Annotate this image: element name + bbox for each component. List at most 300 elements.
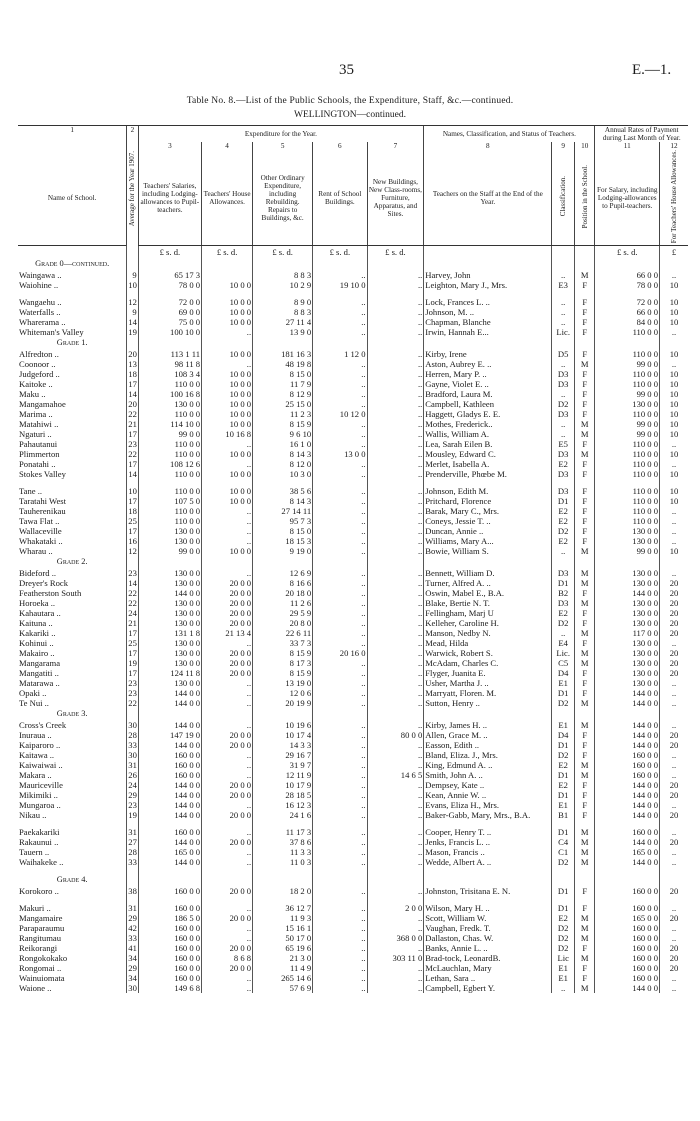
other-expenditure-value: 12 6 9	[253, 568, 313, 578]
house-rate-value: ..	[660, 923, 688, 933]
house-rate-value: 10	[660, 379, 688, 389]
house-rate-value: ..	[660, 359, 688, 369]
classification-value: D2	[552, 857, 575, 867]
classification-value: B1	[552, 810, 575, 820]
classification-value: D2	[552, 933, 575, 943]
classification-value: E1	[552, 720, 575, 730]
house-allowance-value: ..	[202, 327, 253, 337]
classification-header: Classification.	[559, 176, 568, 217]
school-name: Pahautanui	[19, 439, 58, 450]
average-attendance: 31	[128, 760, 137, 771]
table-row	[18, 449, 688, 459]
rent-value: ..	[313, 730, 367, 740]
table-row	[18, 750, 688, 760]
salary-rate-value: 130 0 0	[595, 598, 660, 608]
table-row	[18, 439, 688, 449]
other-expenditure-value: 65 19 6	[253, 943, 313, 953]
classification-value: ..	[552, 419, 575, 429]
house-rate-value: 20	[660, 608, 688, 618]
average-attendance: 42	[128, 923, 137, 934]
average-attendance: 13	[128, 359, 137, 370]
school-name: Dreyer's Rock	[19, 578, 69, 589]
col-num-6: 6	[313, 142, 367, 150]
school-name: Taratahi West	[19, 496, 66, 507]
position-value: F	[575, 668, 595, 678]
new-buildings-value: ..	[367, 317, 424, 327]
new-buildings-value: ..	[367, 270, 424, 280]
school-name: Kaiparoro ..	[19, 740, 61, 751]
school-name: Waione ..	[19, 983, 52, 994]
other-expenditure-value: 10 2 9	[253, 280, 313, 290]
salary-rate-header: For Salary, including Lodging-allowances to Pupil-teachers.	[595, 150, 660, 246]
salaries-value: 144 0 0	[138, 698, 201, 708]
rent-value: ..	[313, 429, 367, 439]
staff-header: Names, Classification, and Status of Teachers.	[424, 126, 595, 143]
teacher-name: Jenks, Francis L. ..	[424, 837, 552, 847]
teacher-name: Warwick, Robert S.	[424, 648, 552, 658]
house-rate-value: 10	[660, 349, 688, 359]
new-buildings-value: ..	[367, 810, 424, 820]
position-value: F	[575, 618, 595, 628]
house-allowance-value: 20 0 0	[202, 608, 253, 618]
salaries-value: 144 0 0	[138, 790, 201, 800]
school-name: Rongokokako	[19, 953, 68, 964]
classification-value: D2	[552, 698, 575, 708]
house-rate-value: 10	[660, 399, 688, 409]
house-allowance-value: ..	[202, 983, 253, 993]
house-rate-value: 20	[660, 780, 688, 790]
school-name: Kaituna ..	[19, 618, 53, 629]
salary-rate-value: 110 0 0	[595, 369, 660, 379]
rent-value: ..	[313, 297, 367, 307]
house-rate-value: ..	[660, 568, 688, 578]
new-buildings-value: ..	[367, 608, 424, 618]
salary-rate-value: 160 0 0	[595, 760, 660, 770]
table-row	[18, 359, 688, 369]
rent-value: ..	[313, 506, 367, 516]
salary-rate-value: 130 0 0	[595, 568, 660, 578]
other-expenditure-value: 10 19 6	[253, 720, 313, 730]
unit-label: £ s. d.	[595, 246, 660, 259]
rent-value: ..	[313, 963, 367, 973]
classification-value: E4	[552, 638, 575, 648]
table-row	[18, 800, 688, 810]
school-name: Horoeka ..	[19, 598, 56, 609]
rent-value: ..	[313, 973, 367, 983]
position-value: M	[575, 270, 595, 280]
house-allowance-value: 10 0 0	[202, 389, 253, 399]
classification-value: D1	[552, 496, 575, 506]
average-attendance: 22	[128, 698, 137, 709]
house-allowance-value: ..	[202, 760, 253, 770]
new-buildings-value: ..	[367, 780, 424, 790]
teacher-name: Kean, Annie W. ..	[424, 790, 552, 800]
house-rate-value: 10	[660, 280, 688, 290]
spacer-row	[18, 290, 688, 297]
rent-value: ..	[313, 810, 367, 820]
new-buildings-value: ..	[367, 827, 424, 837]
position-value: F	[575, 280, 595, 290]
other-expenditure-value: 8 15 0	[253, 369, 313, 379]
classification-value: D3	[552, 379, 575, 389]
teacher-name: Leighton, Mary J., Mrs.	[424, 280, 552, 290]
house-allowance-value: 10 0 0	[202, 449, 253, 459]
school-name: Korokoro ..	[19, 886, 59, 897]
house-allowance-value	[202, 270, 253, 280]
rent-value: ..	[313, 983, 367, 993]
classification-value: ..	[552, 317, 575, 327]
col-num-11: 11	[595, 142, 660, 150]
house-rate-value: ..	[660, 903, 688, 913]
teacher-name: Haggett, Gladys E. E.	[424, 409, 552, 419]
salary-rate-value: 160 0 0	[595, 750, 660, 760]
position-value: F	[575, 730, 595, 740]
new-buildings-value: ..	[367, 658, 424, 668]
new-buildings-value: ..	[367, 449, 424, 459]
teacher-name: Harvey, John	[424, 270, 552, 280]
classification-value: E2	[552, 760, 575, 770]
table-row	[18, 608, 688, 618]
new-buildings-value: ..	[367, 720, 424, 730]
table-row	[18, 913, 688, 923]
other-expenditure-value: 10 17 9	[253, 780, 313, 790]
salaries-value: 131 1 8	[138, 628, 201, 638]
school-name: Kaitoke ..	[19, 379, 53, 390]
salaries-value: 160 0 0	[138, 943, 201, 953]
rent-value: ..	[313, 379, 367, 389]
teacher-name: Wilson, Mary H. ..	[424, 903, 552, 913]
table-row	[18, 837, 688, 847]
col-num-9: 9	[552, 142, 575, 150]
salaries-value: 99 0 0	[138, 429, 201, 439]
rent-value: ..	[313, 270, 367, 280]
average-attendance: 23	[128, 678, 137, 689]
new-buildings-value: ..	[367, 983, 424, 993]
teacher-name: Bland, Eliza. J., Mrs.	[424, 750, 552, 760]
salaries-value: 160 0 0	[138, 933, 201, 943]
salaries-value: 144 0 0	[138, 857, 201, 867]
new-buildings-value: ..	[367, 516, 424, 526]
table-row	[18, 780, 688, 790]
teacher-name: Evans, Eliza H., Mrs.	[424, 800, 552, 810]
salaries-value: 160 0 0	[138, 973, 201, 983]
other-expenditure-value: 50 17 0	[253, 933, 313, 943]
rent-value: ..	[313, 750, 367, 760]
salaries-value: 130 0 0	[138, 536, 201, 546]
rent-value: 10 12 0	[313, 409, 367, 419]
school-name: Cross's Creek	[19, 720, 67, 731]
new-buildings-value: ..	[367, 800, 424, 810]
rent-value: ..	[313, 923, 367, 933]
rent-value: ..	[313, 943, 367, 953]
house-allowance-value: 20 0 0	[202, 837, 253, 847]
position-value: M	[575, 760, 595, 770]
classification-value: D2	[552, 923, 575, 933]
house-allowance-value: 20 0 0	[202, 913, 253, 923]
salary-rate-value: 130 0 0	[595, 578, 660, 588]
school-name: Waiohine ..	[19, 280, 59, 291]
house-rate-value: ..	[660, 459, 688, 469]
position-value: F	[575, 297, 595, 307]
average-attendance: 9	[127, 270, 138, 280]
position-value: F	[575, 379, 595, 389]
average-attendance: 33	[128, 740, 137, 751]
rent-value: ..	[313, 459, 367, 469]
teacher-name: Lethan, Sara ..	[424, 973, 552, 983]
table-row	[18, 598, 688, 608]
average-attendance: 25	[128, 516, 137, 527]
house-allowance-value: ..	[202, 536, 253, 546]
school-name: Mangarama	[19, 658, 61, 669]
salary-rate-value: 160 0 0	[595, 770, 660, 780]
salary-rate-value: 66 0 0	[595, 307, 660, 317]
table-row	[18, 429, 688, 439]
teacher-name: Johnson, M. ..	[424, 307, 552, 317]
units-row	[18, 246, 688, 259]
house-allowance-value: ..	[202, 359, 253, 369]
school-name: Te Nui ..	[19, 698, 49, 709]
house-rate-value: ..	[660, 526, 688, 536]
average-attendance: 20	[128, 349, 137, 360]
house-allowance-value: 20 0 0	[202, 780, 253, 790]
unit-label: £ s. d.	[202, 246, 253, 259]
house-allowance-value: 20 0 0	[202, 598, 253, 608]
average-attendance: 17	[128, 648, 137, 659]
house-allowance-value: ..	[202, 698, 253, 708]
salaries-value: 165 0 0	[138, 847, 201, 857]
school-name: Stokes Valley	[19, 469, 66, 480]
house-rate-value: 10	[660, 429, 688, 439]
salaries-value: 100 16 8	[138, 389, 201, 399]
position-value: F	[575, 459, 595, 469]
school-name: Nikau ..	[19, 810, 47, 821]
school-name: Waterfalls ..	[19, 307, 61, 318]
rent-value: ..	[313, 439, 367, 449]
house-rate-value: 20	[660, 790, 688, 800]
salary-rate-value: 144 0 0	[595, 720, 660, 730]
salaries-value: 130 0 0	[138, 618, 201, 628]
school-name: Rangitumau	[19, 933, 62, 944]
new-buildings-value: ..	[367, 379, 424, 389]
school-name: Kaitawa ..	[19, 750, 55, 761]
classification-value: E3	[552, 280, 575, 290]
position-value: M	[575, 429, 595, 439]
classification-value: E2	[552, 913, 575, 923]
teacher-name: Marryatt, Floren. M.	[424, 688, 552, 698]
position-value: F	[575, 973, 595, 983]
new-buildings-value: ..	[367, 496, 424, 506]
average-attendance: 17	[128, 459, 137, 470]
salary-rate-value: 160 0 0	[595, 827, 660, 837]
house-allowance-value: ..	[202, 847, 253, 857]
new-buildings-value: ..	[367, 578, 424, 588]
classification-value: D3	[552, 486, 575, 496]
school-name: Whakataki ..	[19, 536, 63, 547]
average-attendance: 31	[128, 827, 137, 838]
table-row	[18, 983, 688, 993]
school-name: Inuraua ..	[19, 730, 52, 741]
salaries-value: 160 0 0	[138, 923, 201, 933]
table-row	[18, 496, 688, 506]
table-row	[18, 720, 688, 730]
classification-value: D3	[552, 469, 575, 479]
other-expenditure-value: 13 9 0	[253, 327, 313, 337]
table-row	[18, 628, 688, 638]
table-row	[18, 379, 688, 389]
average-attendance: 10	[128, 486, 137, 497]
salaries-value: 108 3 4	[138, 369, 201, 379]
salaries-value: 113 1 11	[138, 349, 201, 359]
spacer-row	[18, 479, 688, 486]
other-expenditure-value: 28 18 5	[253, 790, 313, 800]
salaries-value: 160 0 0	[138, 903, 201, 913]
house-allowance-value: 10 0 0	[202, 486, 253, 496]
table-row	[18, 578, 688, 588]
grade-heading: Grade 4.	[56, 875, 88, 885]
rent-value: ..	[313, 800, 367, 810]
teacher-name: Blake, Bertie N. T.	[424, 598, 552, 608]
other-expenditure-value: 18 2 0	[253, 886, 313, 896]
other-expenditure-value: 12 0 6	[253, 688, 313, 698]
salary-rate-value: 160 0 0	[595, 933, 660, 943]
salaries-value: 130 0 0	[138, 638, 201, 648]
teacher-name: McAdam, Charles C.	[424, 658, 552, 668]
house-rate-value: 20	[660, 598, 688, 608]
house-allowance-value: 20 0 0	[202, 810, 253, 820]
table-row	[18, 688, 688, 698]
average-attendance: 14	[128, 317, 137, 328]
average-attendance: 34	[128, 953, 137, 964]
rent-value: ..	[313, 837, 367, 847]
salaries-value: 144 0 0	[138, 837, 201, 847]
new-buildings-value: 2 0 0	[367, 903, 424, 913]
position-value: F	[575, 516, 595, 526]
position-value: M	[575, 568, 595, 578]
new-buildings-value: ..	[367, 790, 424, 800]
other-expenditure-value: 8 17 3	[253, 658, 313, 668]
table-row	[18, 827, 688, 837]
salary-rate-value: 72 0 0	[595, 297, 660, 307]
house-rate-value: 10	[660, 297, 688, 307]
house-allowance-value: 10 0 0	[202, 409, 253, 419]
house-rate-value: ..	[660, 847, 688, 857]
rent-value: ..	[313, 568, 367, 578]
table-row	[18, 297, 688, 307]
teacher-name: Dempsey, Kate ..	[424, 780, 552, 790]
teacher-name: Chapman, Blanche	[424, 317, 552, 327]
average-attendance: 17	[128, 526, 137, 537]
salary-rate-value: 99 0 0	[595, 389, 660, 399]
school-name: Bideford ..	[19, 568, 56, 579]
salaries-value: 160 0 0	[138, 963, 201, 973]
position-value: F	[575, 780, 595, 790]
school-name: Kakariki ..	[19, 628, 56, 639]
other-expenditure-value: 12 11 9	[253, 770, 313, 780]
grade-heading: Grade 0—continued.	[35, 259, 110, 269]
col-num-2: 2	[127, 126, 138, 135]
rent-value: ..	[313, 720, 367, 730]
teacher-name: Cooper, Henry T. ..	[424, 827, 552, 837]
classification-value: D1	[552, 688, 575, 698]
salaries-value: 108 12 6	[138, 459, 201, 469]
new-buildings-value: ..	[367, 760, 424, 770]
house-rate-value: ..	[660, 857, 688, 867]
position-value: F	[575, 526, 595, 536]
salaries-value: 110 0 0	[138, 469, 201, 479]
teacher-name: Usher, Martha J. ..	[424, 678, 552, 688]
salary-rate-value: 110 0 0	[595, 496, 660, 506]
new-buildings-value: ..	[367, 943, 424, 953]
position-value: M	[575, 983, 595, 993]
table-row	[18, 678, 688, 688]
house-allowance-value: 20 0 0	[202, 578, 253, 588]
school-name: Mangamahoe	[19, 399, 66, 410]
house-allowance-value: ..	[202, 439, 253, 449]
school-name: Ponatahi ..	[19, 459, 56, 470]
salary-rate-value: 144 0 0	[595, 698, 660, 708]
rent-value: ..	[313, 369, 367, 379]
unit-label: £	[660, 246, 688, 259]
position-value: M	[575, 857, 595, 867]
classification-value: D1	[552, 790, 575, 800]
rent-value: ..	[313, 327, 367, 337]
col-num-8: 8	[424, 142, 552, 150]
house-rate-value: ..	[660, 720, 688, 730]
other-expenditure-value: 11 2 6	[253, 598, 313, 608]
house-rate-value: ..	[660, 760, 688, 770]
school-name: Wharerama ..	[19, 317, 66, 328]
salary-rate-value: 66 0 0	[595, 270, 660, 280]
other-expenditure-value: 8 12 0	[253, 459, 313, 469]
salaries-value: 72 0 0	[138, 297, 201, 307]
teacher-name: Johnston, Trisitana E. N.	[424, 886, 552, 896]
grade-heading: Grade 2.	[56, 557, 88, 567]
new-buildings-value: 80 0 0	[367, 730, 424, 740]
house-allowance-value: ..	[202, 688, 253, 698]
table-row	[18, 270, 688, 280]
table-row	[18, 280, 688, 290]
other-expenditure-value: 9 19 0	[253, 546, 313, 556]
salary-rate-value: 144 0 0	[595, 983, 660, 993]
other-expenditure-value: 8 15 9	[253, 648, 313, 658]
rent-value: ..	[313, 419, 367, 429]
rent-value: ..	[313, 317, 367, 327]
salary-rate-value: 160 0 0	[595, 903, 660, 913]
position-value: F	[575, 496, 595, 506]
teacher-name: Smith, John A. ..	[424, 770, 552, 780]
new-buildings-value: ..	[367, 506, 424, 516]
table-row	[18, 506, 688, 516]
salary-rate-value: 110 0 0	[595, 327, 660, 337]
position-value: F	[575, 638, 595, 648]
table-row	[18, 419, 688, 429]
house-rate-value: 20	[660, 658, 688, 668]
classification-value: ..	[552, 307, 575, 317]
school-name: Mauriceville	[19, 780, 63, 791]
table-title: Table No. 8.—List of the Public Schools, the Expenditure, Staff, &c.—continued.	[186, 96, 514, 106]
rent-value: ..	[313, 780, 367, 790]
position-value: F	[575, 943, 595, 953]
house-allowance-value: 20 0 0	[202, 963, 253, 973]
teacher-name: Scott, William W.	[424, 913, 552, 923]
average-attendance: 18	[128, 369, 137, 380]
salaries-value: 144 0 0	[138, 800, 201, 810]
house-rate-value: 20	[660, 886, 688, 896]
position-value: F	[575, 810, 595, 820]
position-value: F	[575, 317, 595, 327]
rent-value: ..	[313, 953, 367, 963]
other-expenditure-value: 37 8 6	[253, 837, 313, 847]
